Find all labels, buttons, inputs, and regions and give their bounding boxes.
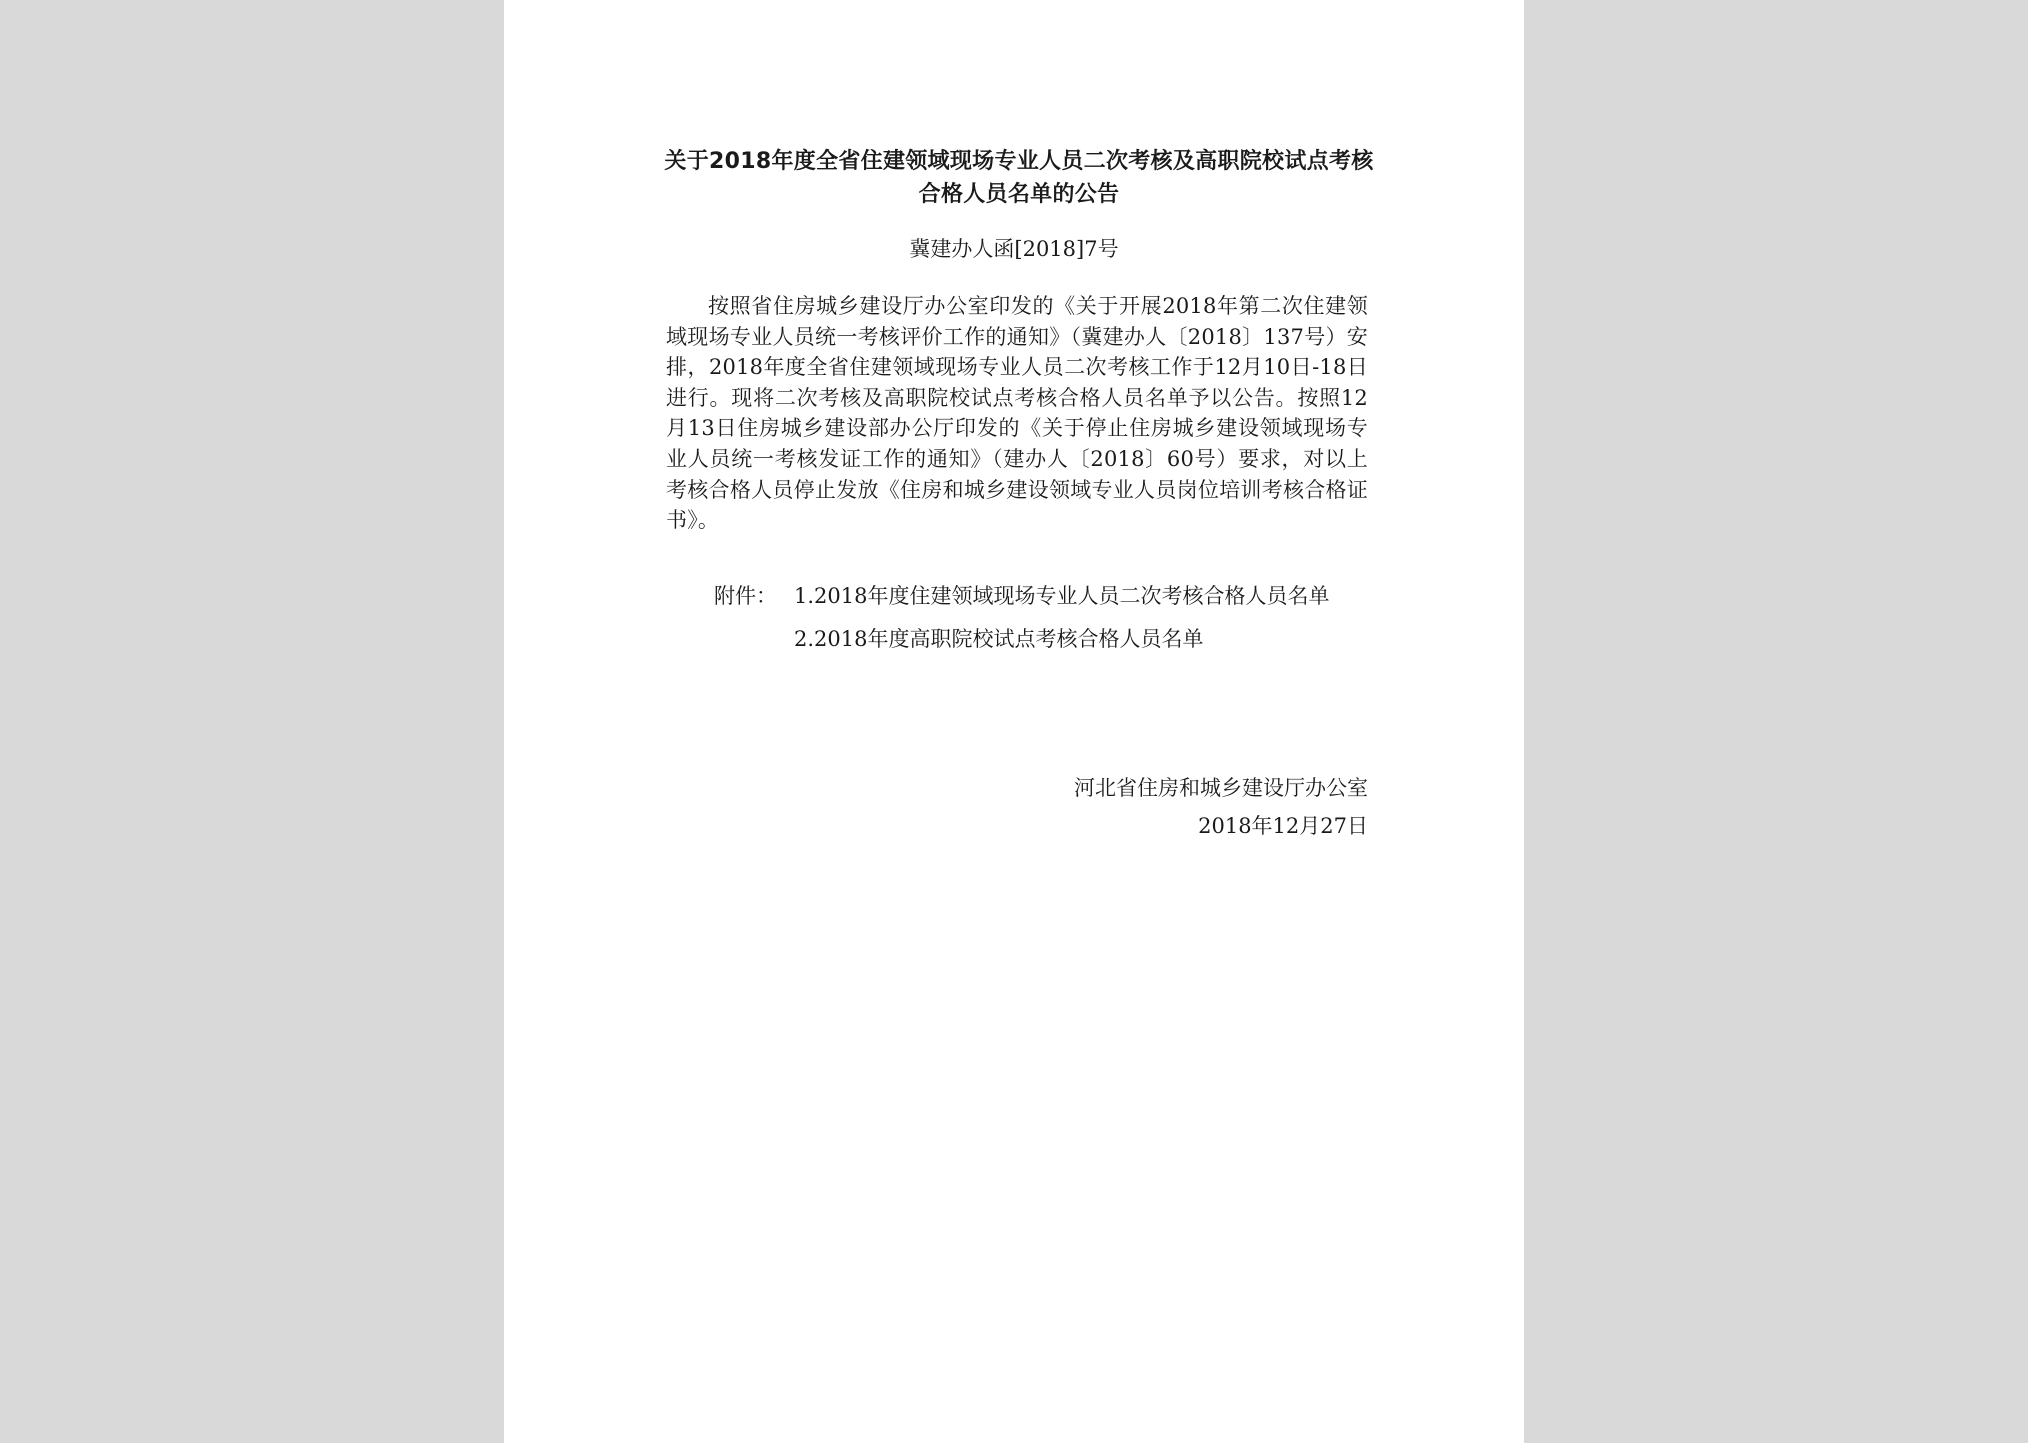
attachment-item-2: 2.2018年度高职院校试点考核合格人员名单	[794, 626, 1204, 651]
document-number: 冀建办人函[2018]7号	[909, 237, 1119, 261]
issuer-name: 河北省住房和城乡建设厅办公室	[1074, 776, 1368, 800]
signature-block	[1074, 769, 1368, 845]
attachments-label: 附件：	[714, 584, 777, 608]
document-title: 关于2018年度全省住建领域现场专业人员二次考核及高职院校试点考核合格人员名单的公告	[664, 149, 1374, 207]
attachments-section	[714, 581, 1368, 654]
document-page	[504, 0, 1524, 1443]
issue-date: 2018年12月27日	[1198, 814, 1368, 838]
attachment-row-1	[714, 581, 1368, 612]
attachment-item-1: 1.2018年度住建领域现场专业人员二次考核合格人员名单	[794, 584, 1330, 608]
body-paragraph: 按照省住房城乡建设厅办公室印发的《关于开展2018年第二次住建领域现场专业人员统一考核评价工作的通知》（冀建办人〔2018〕137号）安排，2018年度全省住建领域现场专业人员二次考核工作于12月10日-18日进行。现将二次考核及高职院校试点考核合格人员名单予以公告。按照12月13日住房城乡建设部办公厅印发的《关于停止住房城乡建设领域现场专业人员统一考核发证工作的通知》（建办人〔2018〕60号）要求，对以上考核合格人员停止发放《住房和城乡建设领域专业人员岗位培训考核合格证书》。	[666, 294, 1368, 533]
